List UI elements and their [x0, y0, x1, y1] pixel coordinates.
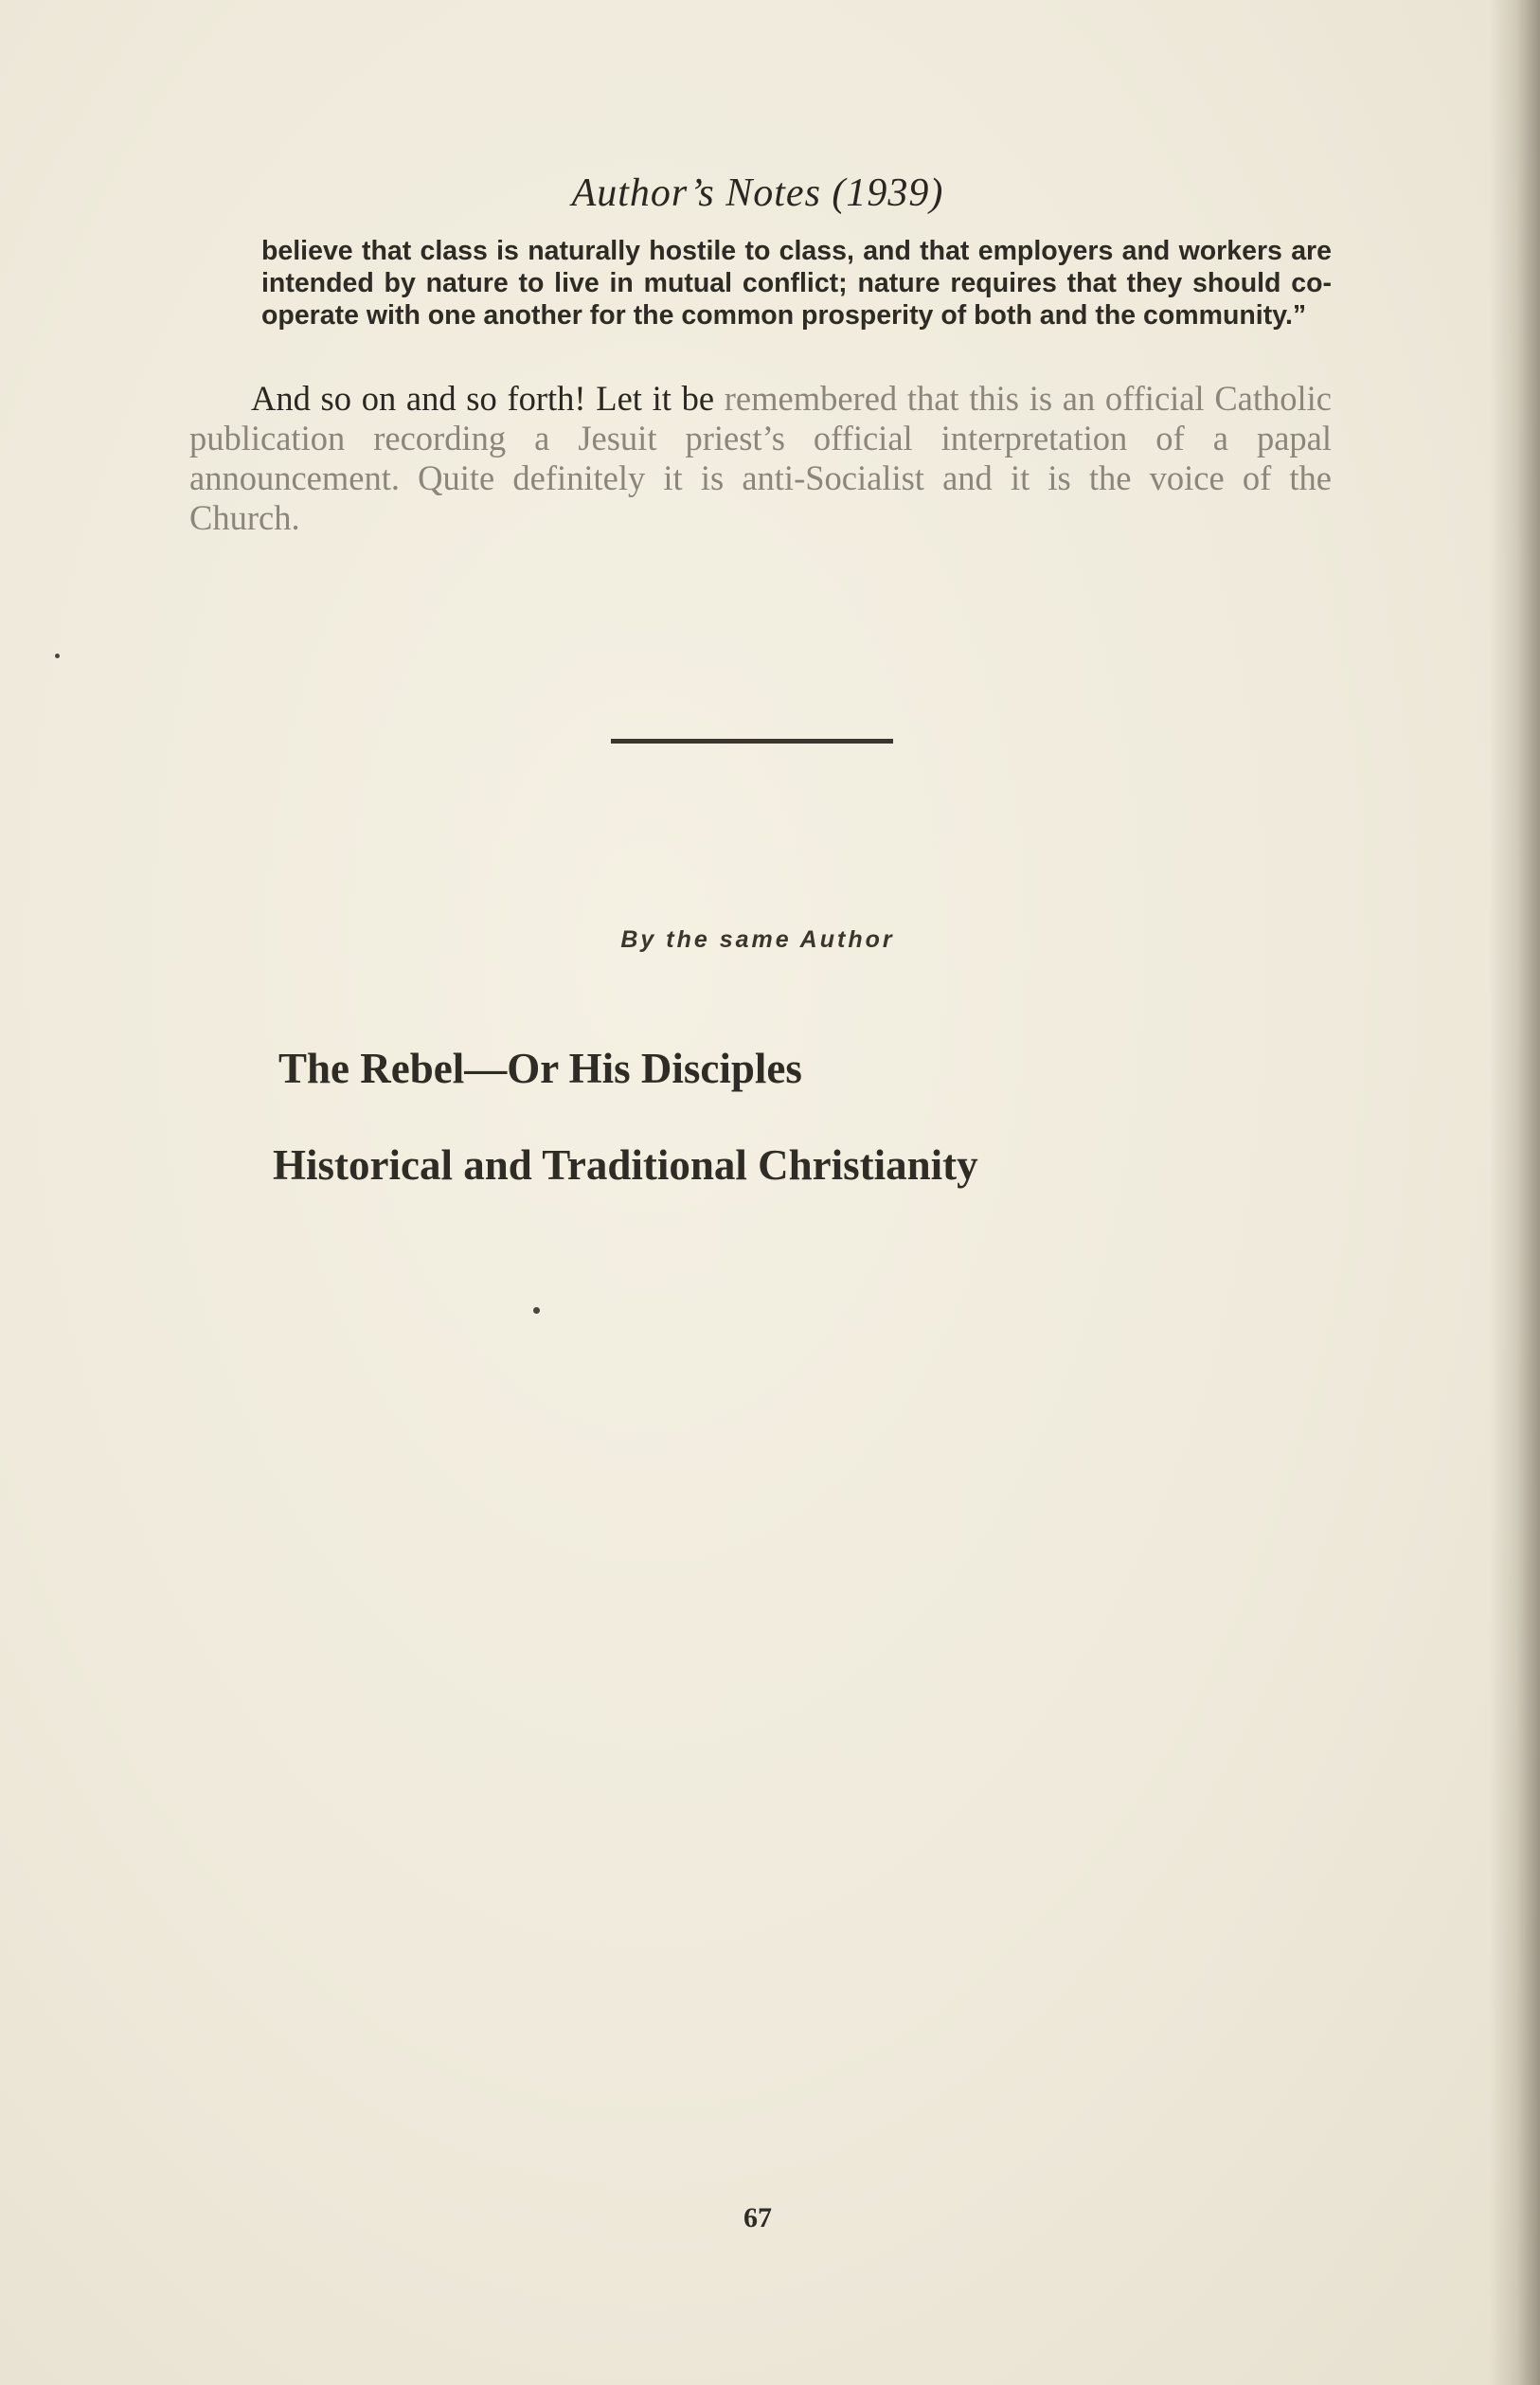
book-title: Historical and Traditional Christianity [273, 1141, 978, 1189]
paragraph-lead: And so on and so forth! Let it be [251, 379, 715, 418]
section-divider [611, 739, 893, 744]
page-number: 67 [743, 2202, 772, 2233]
paragraph-rest: remembered that this is an official Catholic publication recording a Jesuit priest’s official interpretation of a papal announcement. Quite definitely it is anti-Socialist and it is the voice of the Church. [189, 379, 1332, 537]
quoted-passage: believe that class is naturally hostile to class, and that employers and workers are intended by nature to live in mutual conflict; nature requires that they should co-operate with one another for the common prosperity of both and the community.” [261, 236, 1332, 331]
body-paragraph [189, 379, 1332, 538]
byline: By the same Author [620, 926, 895, 953]
ink-speck [533, 1307, 540, 1314]
ink-speck [55, 654, 60, 658]
running-head: Author’s Notes (1939) [571, 171, 944, 215]
book-title: The Rebel—Or His Disciples [278, 1045, 802, 1092]
binding-shadow [1489, 0, 1540, 2385]
